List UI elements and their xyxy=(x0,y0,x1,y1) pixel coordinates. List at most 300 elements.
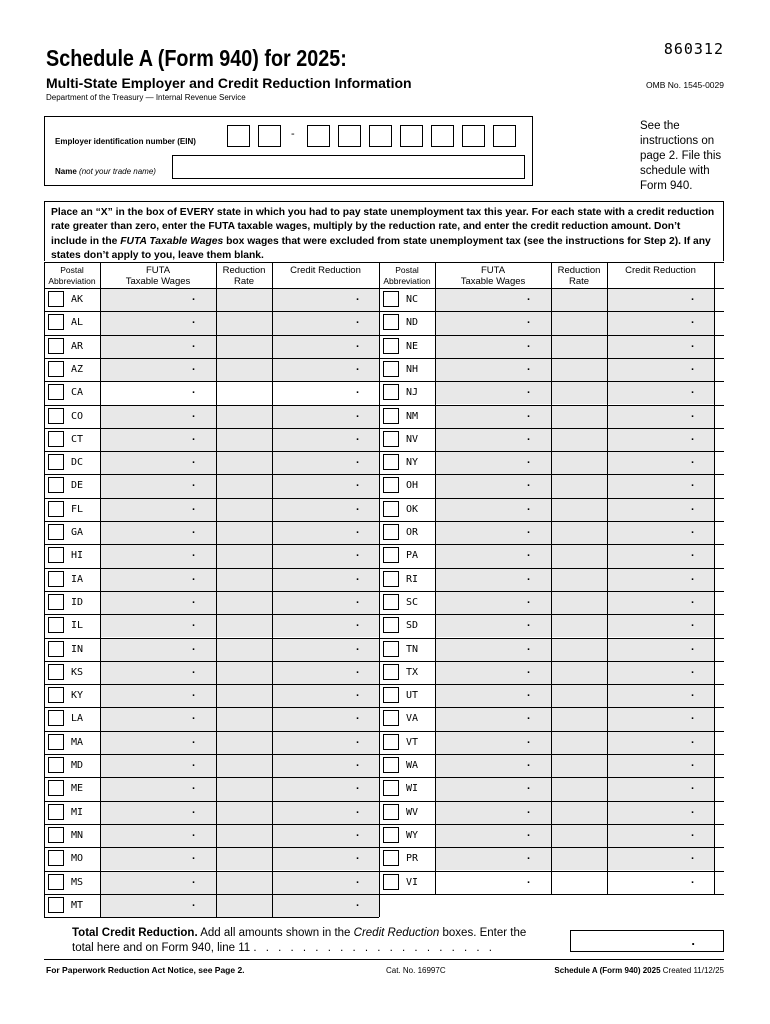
footer-form-id xyxy=(554,966,724,975)
state-abbrev-nv: NV xyxy=(406,433,419,445)
credit-reduction-decimal: . xyxy=(691,337,695,350)
futa-wages-field-sd[interactable] xyxy=(435,614,551,637)
credit-reduction-field-nm[interactable] xyxy=(607,405,714,428)
futa-wages-decimal: . xyxy=(192,454,196,467)
credit-reduction-field-sd[interactable] xyxy=(607,614,714,637)
reduction-rate-field-sc[interactable] xyxy=(551,591,607,614)
credit-reduction-field-ak[interactable] xyxy=(272,288,379,311)
credit-reduction-field-la[interactable] xyxy=(272,707,379,730)
credit-reduction-decimal: . xyxy=(356,500,360,513)
credit-reduction-field-md[interactable] xyxy=(272,754,379,777)
form-code: 860312 xyxy=(663,40,724,58)
futa-wages-field-md[interactable] xyxy=(100,754,216,777)
state-checkbox-va[interactable] xyxy=(383,710,399,726)
credit-reduction-decimal: . xyxy=(691,314,695,327)
credit-reduction-field-nd[interactable] xyxy=(607,311,714,334)
futa-wages-field-id[interactable] xyxy=(100,591,216,614)
futa-wages-field-ky[interactable] xyxy=(100,684,216,707)
credit-reduction-decimal: . xyxy=(356,547,360,560)
state-checkbox-mn[interactable] xyxy=(48,827,64,843)
reduction-rate-field-ct[interactable] xyxy=(216,428,272,451)
ein-digit-box[interactable] xyxy=(369,125,392,147)
futa-wages-field-nd[interactable] xyxy=(435,311,551,334)
state-checkbox-il[interactable] xyxy=(48,617,64,633)
ein-dash: - xyxy=(291,128,295,140)
credit-reduction-field-ms[interactable] xyxy=(272,871,379,894)
futa-wages-field-wi[interactable] xyxy=(435,777,551,800)
hdr-text: FUTA xyxy=(480,265,506,276)
state-checkbox-ma[interactable] xyxy=(48,734,64,750)
reduction-rate-field-nm[interactable] xyxy=(551,405,607,428)
reduction-rate-field-la[interactable] xyxy=(216,707,272,730)
state-abbrev-md: MD xyxy=(71,760,84,771)
state-abbrev-pa: PA xyxy=(406,550,419,562)
name-field[interactable] xyxy=(172,155,525,179)
reduction-rate-field-co[interactable] xyxy=(216,405,272,428)
credit-reduction-field-ct[interactable] xyxy=(272,428,379,451)
state-checkbox-nh[interactable] xyxy=(383,361,399,377)
futa-wages-decimal: . xyxy=(527,360,531,373)
state-checkbox-nj[interactable] xyxy=(383,384,399,400)
credit-reduction-field-dc[interactable] xyxy=(272,451,379,474)
reduction-rate-field-nd[interactable] xyxy=(551,311,607,334)
futa-wages-decimal: . xyxy=(192,896,196,909)
state-checkbox-ky[interactable] xyxy=(48,687,64,703)
credit-reduction-decimal: . xyxy=(691,291,695,303)
futa-wages-field-al[interactable] xyxy=(100,311,216,334)
credit-reduction-decimal: . xyxy=(691,570,695,583)
reduction-rate-field-nc[interactable] xyxy=(551,288,607,311)
credit-reduction-decimal: . xyxy=(691,803,695,816)
hdr-text: Taxable Wages xyxy=(125,276,191,287)
state-checkbox-ne[interactable] xyxy=(383,338,399,354)
ein-digit-box[interactable] xyxy=(431,125,454,147)
hdr-text: Postal xyxy=(395,265,419,275)
state-checkbox-al[interactable] xyxy=(48,314,64,330)
state-checkbox-mt[interactable] xyxy=(48,897,64,913)
futa-wages-field-nh[interactable] xyxy=(435,358,551,381)
footer-paperwork-notice: For Paperwork Reduction Act Notice, see Page 2. xyxy=(46,965,245,975)
state-abbrev-ut: UT xyxy=(406,690,419,702)
futa-wages-decimal: . xyxy=(192,477,196,490)
state-checkbox-la[interactable] xyxy=(48,710,64,726)
futa-wages-field-ne[interactable] xyxy=(435,335,551,358)
state-abbrev-az: AZ xyxy=(71,363,84,375)
header-futa-taxable-wages xyxy=(435,265,551,287)
state-abbrev-nc: NC xyxy=(406,294,419,305)
reduction-rate-field-il[interactable] xyxy=(216,614,272,637)
see-instructions-note: See the instructions on page 2. File this schedule with Form 940. xyxy=(640,120,722,192)
state-abbrev-ri: RI xyxy=(406,573,419,585)
credit-reduction-decimal: . xyxy=(691,850,695,863)
futa-wages-field-ak[interactable] xyxy=(100,288,216,311)
reduction-rate-field-mn[interactable] xyxy=(216,824,272,847)
futa-wages-decimal: . xyxy=(192,291,196,303)
state-checkbox-ak[interactable] xyxy=(48,291,64,307)
futa-wages-decimal: . xyxy=(192,547,196,560)
state-checkbox-wa[interactable] xyxy=(383,757,399,773)
state-checkbox-ga[interactable] xyxy=(48,524,64,540)
futa-wages-field-vi[interactable] xyxy=(435,871,551,894)
state-checkbox-ny[interactable] xyxy=(383,454,399,470)
futa-wages-field-de[interactable] xyxy=(100,474,216,497)
credit-reduction-field-nh[interactable] xyxy=(607,358,714,381)
state-checkbox-nv[interactable] xyxy=(383,431,399,447)
reduction-rate-field-pr[interactable] xyxy=(551,847,607,870)
credit-reduction-field-id[interactable] xyxy=(272,591,379,614)
credit-reduction-field-in[interactable] xyxy=(272,638,379,661)
credit-reduction-field-va[interactable] xyxy=(607,707,714,730)
state-checkbox-vi[interactable] xyxy=(383,874,399,890)
futa-wages-field-ut[interactable] xyxy=(435,684,551,707)
futa-wages-field-fl[interactable] xyxy=(100,498,216,521)
credit-reduction-decimal: . xyxy=(691,454,695,467)
futa-wages-field-pa[interactable] xyxy=(435,544,551,567)
credit-reduction-field-il[interactable] xyxy=(272,614,379,637)
credit-reduction-decimal: . xyxy=(691,384,695,397)
credit-reduction-field-wa[interactable] xyxy=(607,754,714,777)
state-checkbox-tn[interactable] xyxy=(383,641,399,657)
futa-wages-field-az[interactable] xyxy=(100,358,216,381)
futa-wages-decimal: . xyxy=(527,757,531,769)
credit-reduction-field-tx[interactable] xyxy=(607,661,714,684)
credit-reduction-decimal: . xyxy=(691,407,695,420)
ein-digit-box[interactable] xyxy=(307,125,330,147)
reduction-rate-field-me[interactable] xyxy=(216,777,272,800)
state-checkbox-vt[interactable] xyxy=(383,734,399,750)
reduction-rate-field-ak[interactable] xyxy=(216,288,272,311)
futa-wages-field-vt[interactable] xyxy=(435,731,551,754)
futa-wages-field-ia[interactable] xyxy=(100,568,216,591)
hdr-text: Abbreviation xyxy=(383,276,431,286)
reduction-rate-field-nj[interactable] xyxy=(551,381,607,404)
reduction-rate-field-wa[interactable] xyxy=(551,754,607,777)
futa-wages-decimal: . xyxy=(192,826,196,839)
state-abbrev-ne: NE xyxy=(406,340,419,352)
credit-reduction-field-nj[interactable] xyxy=(607,381,714,404)
credit-reduction-field-vt[interactable] xyxy=(607,731,714,754)
state-checkbox-oh[interactable] xyxy=(383,477,399,493)
credit-reduction-field-ne[interactable] xyxy=(607,335,714,358)
credit-reduction-field-or[interactable] xyxy=(607,521,714,544)
reduction-rate-field-ma[interactable] xyxy=(216,731,272,754)
credit-reduction-field-pr[interactable] xyxy=(607,847,714,870)
state-checkbox-ms[interactable] xyxy=(48,874,64,890)
credit-reduction-decimal: . xyxy=(691,593,695,606)
page-title: Schedule A (Form 940) for 2025: xyxy=(46,45,347,71)
futa-wages-decimal: . xyxy=(527,477,531,490)
credit-reduction-field-ks[interactable] xyxy=(272,661,379,684)
futa-wages-field-ar[interactable] xyxy=(100,335,216,358)
total-credit-reduction-field[interactable] xyxy=(570,930,724,952)
credit-reduction-field-mo[interactable] xyxy=(272,847,379,870)
state-abbrev-in: IN xyxy=(71,643,84,655)
credit-reduction-field-ky[interactable] xyxy=(272,684,379,707)
credit-reduction-decimal: . xyxy=(356,314,360,327)
futa-wages-decimal: . xyxy=(527,640,531,653)
state-checkbox-ct[interactable] xyxy=(48,431,64,447)
reduction-rate-field-ga[interactable] xyxy=(216,521,272,544)
credit-reduction-field-ut[interactable] xyxy=(607,684,714,707)
header-futa-taxable-wages xyxy=(100,265,216,287)
credit-reduction-field-co[interactable] xyxy=(272,405,379,428)
futa-wages-field-ms[interactable] xyxy=(100,871,216,894)
state-checkbox-pa[interactable] xyxy=(383,547,399,563)
state-checkbox-tx[interactable] xyxy=(383,664,399,680)
credit-reduction-field-ca[interactable] xyxy=(272,381,379,404)
credit-reduction-decimal: . xyxy=(356,873,360,886)
futa-wages-field-ri[interactable] xyxy=(435,568,551,591)
credit-reduction-field-ny[interactable] xyxy=(607,451,714,474)
futa-wages-field-wv[interactable] xyxy=(435,801,551,824)
futa-wages-field-ga[interactable] xyxy=(100,521,216,544)
reduction-rate-field-va[interactable] xyxy=(551,707,607,730)
ein-digit-box[interactable] xyxy=(462,125,485,147)
reduction-rate-field-ca[interactable] xyxy=(216,381,272,404)
hdr-text: Postal xyxy=(60,265,84,275)
futa-wages-field-wa[interactable] xyxy=(435,754,551,777)
futa-wages-decimal: . xyxy=(192,407,196,420)
credit-reduction-decimal: . xyxy=(691,687,695,700)
credit-reduction-decimal: . xyxy=(356,360,360,373)
futa-wages-field-pr[interactable] xyxy=(435,847,551,870)
futa-wages-decimal: . xyxy=(192,430,196,443)
futa-wages-field-nv[interactable] xyxy=(435,428,551,451)
state-checkbox-md[interactable] xyxy=(48,757,64,773)
state-checkbox-az[interactable] xyxy=(48,361,64,377)
reduction-rate-field-wv[interactable] xyxy=(551,801,607,824)
futa-wages-field-ct[interactable] xyxy=(100,428,216,451)
state-checkbox-fl[interactable] xyxy=(48,501,64,517)
state-checkbox-nm[interactable] xyxy=(383,408,399,424)
state-checkbox-ut[interactable] xyxy=(383,687,399,703)
reduction-rate-field-nv[interactable] xyxy=(551,428,607,451)
futa-wages-decimal: . xyxy=(527,314,531,327)
credit-reduction-field-nv[interactable] xyxy=(607,428,714,451)
futa-wages-decimal: . xyxy=(527,500,531,513)
reduction-rate-field-nh[interactable] xyxy=(551,358,607,381)
reduction-rate-field-fl[interactable] xyxy=(216,498,272,521)
futa-wages-field-dc[interactable] xyxy=(100,451,216,474)
futa-wages-field-nc[interactable] xyxy=(435,288,551,311)
credit-reduction-field-ma[interactable] xyxy=(272,731,379,754)
credit-reduction-field-al[interactable] xyxy=(272,311,379,334)
futa-wages-field-co[interactable] xyxy=(100,405,216,428)
credit-reduction-field-me[interactable] xyxy=(272,777,379,800)
reduction-rate-field-md[interactable] xyxy=(216,754,272,777)
state-checkbox-nd[interactable] xyxy=(383,314,399,330)
futa-wages-field-ks[interactable] xyxy=(100,661,216,684)
state-checkbox-dc[interactable] xyxy=(48,454,64,470)
state-checkbox-ia[interactable] xyxy=(48,571,64,587)
reduction-rate-field-ar[interactable] xyxy=(216,335,272,358)
credit-reduction-field-ia[interactable] xyxy=(272,568,379,591)
state-abbrev-wa: WA xyxy=(406,760,419,771)
futa-wages-field-nm[interactable] xyxy=(435,405,551,428)
reduction-rate-field-mo[interactable] xyxy=(216,847,272,870)
ein-digit-box[interactable] xyxy=(258,125,281,147)
state-checkbox-mo[interactable] xyxy=(48,850,64,866)
reduction-rate-field-ky[interactable] xyxy=(216,684,272,707)
state-checkbox-wi[interactable] xyxy=(383,780,399,796)
reduction-rate-field-ny[interactable] xyxy=(551,451,607,474)
state-checkbox-hi[interactable] xyxy=(48,547,64,563)
footer-cat-number: Cat. No. 16997C xyxy=(386,966,446,975)
hdr-text: FUTA xyxy=(145,265,171,276)
futa-wages-field-or[interactable] xyxy=(435,521,551,544)
credit-reduction-field-fl[interactable] xyxy=(272,498,379,521)
reduction-rate-field-ms[interactable] xyxy=(216,871,272,894)
reduction-rate-field-ut[interactable] xyxy=(551,684,607,707)
ein-digit-box[interactable] xyxy=(338,125,361,147)
reduction-rate-field-tn[interactable] xyxy=(551,638,607,661)
futa-wages-decimal: . xyxy=(527,850,531,863)
state-checkbox-wy[interactable] xyxy=(383,827,399,843)
state-checkbox-in[interactable] xyxy=(48,641,64,657)
credit-reduction-field-mi[interactable] xyxy=(272,801,379,824)
credit-reduction-field-ok[interactable] xyxy=(607,498,714,521)
futa-wages-field-tn[interactable] xyxy=(435,638,551,661)
state-checkbox-ca[interactable] xyxy=(48,384,64,400)
reduction-rate-field-al[interactable] xyxy=(216,311,272,334)
credit-reduction-field-mt[interactable] xyxy=(272,894,379,917)
reduction-rate-field-in[interactable] xyxy=(216,638,272,661)
state-checkbox-or[interactable] xyxy=(383,524,399,540)
credit-reduction-field-nc[interactable] xyxy=(607,288,714,311)
reduction-rate-field-ne[interactable] xyxy=(551,335,607,358)
reduction-rate-field-de[interactable] xyxy=(216,474,272,497)
futa-wages-field-ma[interactable] xyxy=(100,731,216,754)
reduction-rate-field-id[interactable] xyxy=(216,591,272,614)
reduction-rate-field-tx[interactable] xyxy=(551,661,607,684)
credit-reduction-field-wv[interactable] xyxy=(607,801,714,824)
credit-reduction-decimal: . xyxy=(356,337,360,350)
state-checkbox-mi[interactable] xyxy=(48,804,64,820)
credit-reduction-field-mn[interactable] xyxy=(272,824,379,847)
futa-wages-field-ca[interactable] xyxy=(100,381,216,404)
credit-reduction-field-sc[interactable] xyxy=(607,591,714,614)
state-checkbox-ri[interactable] xyxy=(383,571,399,587)
futa-wages-field-il[interactable] xyxy=(100,614,216,637)
futa-wages-decimal: . xyxy=(192,314,196,327)
state-checkbox-pr[interactable] xyxy=(383,850,399,866)
state-checkbox-ok[interactable] xyxy=(383,501,399,517)
futa-wages-field-in[interactable] xyxy=(100,638,216,661)
reduction-rate-field-dc[interactable] xyxy=(216,451,272,474)
reduction-rate-field-wi[interactable] xyxy=(551,777,607,800)
credit-reduction-field-pa[interactable] xyxy=(607,544,714,567)
credit-reduction-decimal: . xyxy=(356,780,360,793)
credit-reduction-decimal: . xyxy=(691,477,695,490)
futa-wages-field-ny[interactable] xyxy=(435,451,551,474)
state-checkbox-sc[interactable] xyxy=(383,594,399,610)
credit-reduction-field-ga[interactable] xyxy=(272,521,379,544)
futa-wages-field-ok[interactable] xyxy=(435,498,551,521)
reduction-rate-field-vi[interactable] xyxy=(551,871,607,894)
futa-wages-decimal: . xyxy=(527,384,531,397)
ein-digit-box[interactable] xyxy=(493,125,516,147)
reduction-rate-field-az[interactable] xyxy=(216,358,272,381)
ein-digit-box[interactable] xyxy=(400,125,423,147)
futa-wages-field-mt[interactable] xyxy=(100,894,216,917)
omb-number: OMB No. 1545-0029 xyxy=(646,80,724,90)
credit-reduction-field-ar[interactable] xyxy=(272,335,379,358)
credit-reduction-decimal: . xyxy=(356,593,360,606)
credit-reduction-field-de[interactable] xyxy=(272,474,379,497)
state-checkbox-me[interactable] xyxy=(48,780,64,796)
futa-wages-field-oh[interactable] xyxy=(435,474,551,497)
futa-wages-field-sc[interactable] xyxy=(435,591,551,614)
credit-reduction-field-hi[interactable] xyxy=(272,544,379,567)
reduction-rate-field-ia[interactable] xyxy=(216,568,272,591)
futa-wages-field-la[interactable] xyxy=(100,707,216,730)
futa-wages-field-va[interactable] xyxy=(435,707,551,730)
credit-reduction-decimal: . xyxy=(691,733,695,746)
futa-wages-field-tx[interactable] xyxy=(435,661,551,684)
state-checkbox-wv[interactable] xyxy=(383,804,399,820)
futa-wages-field-hi[interactable] xyxy=(100,544,216,567)
futa-wages-field-mn[interactable] xyxy=(100,824,216,847)
header-reduction-rate xyxy=(216,265,272,287)
reduction-rate-field-sd[interactable] xyxy=(551,614,607,637)
employer-info-box xyxy=(44,116,533,186)
futa-wages-field-wy[interactable] xyxy=(435,824,551,847)
state-checkbox-nc[interactable] xyxy=(383,291,399,307)
reduction-rate-field-or[interactable] xyxy=(551,521,607,544)
credit-reduction-decimal: . xyxy=(356,617,360,630)
state-checkbox-id[interactable] xyxy=(48,594,64,610)
futa-wages-decimal: . xyxy=(527,826,531,839)
ein-label: Employer identification number (EIN) xyxy=(55,137,196,146)
ein-digit-box[interactable] xyxy=(227,125,250,147)
futa-wages-field-mi[interactable] xyxy=(100,801,216,824)
credit-reduction-field-tn[interactable] xyxy=(607,638,714,661)
futa-wages-field-nj[interactable] xyxy=(435,381,551,404)
state-checkbox-sd[interactable] xyxy=(383,617,399,633)
state-checkbox-co[interactable] xyxy=(48,408,64,424)
credit-reduction-field-oh[interactable] xyxy=(607,474,714,497)
reduction-rate-field-ks[interactable] xyxy=(216,661,272,684)
state-checkbox-de[interactable] xyxy=(48,477,64,493)
state-abbrev-ky: KY xyxy=(71,690,84,702)
reduction-rate-field-pa[interactable] xyxy=(551,544,607,567)
column-divider xyxy=(379,262,380,894)
credit-reduction-field-ri[interactable] xyxy=(607,568,714,591)
futa-wages-field-mo[interactable] xyxy=(100,847,216,870)
reduction-rate-field-oh[interactable] xyxy=(551,474,607,497)
reduction-rate-field-mi[interactable] xyxy=(216,801,272,824)
reduction-rate-field-ok[interactable] xyxy=(551,498,607,521)
credit-reduction-field-wy[interactable] xyxy=(607,824,714,847)
credit-reduction-decimal: . xyxy=(691,710,695,723)
state-abbrev-nj: NJ xyxy=(406,387,419,399)
reduction-rate-field-vt[interactable] xyxy=(551,731,607,754)
credit-reduction-field-vi[interactable] xyxy=(607,871,714,894)
reduction-rate-field-ri[interactable] xyxy=(551,568,607,591)
reduction-rate-field-mt[interactable] xyxy=(216,894,272,917)
state-checkbox-ks[interactable] xyxy=(48,664,64,680)
credit-reduction-field-wi[interactable] xyxy=(607,777,714,800)
credit-reduction-field-az[interactable] xyxy=(272,358,379,381)
state-abbrev-dc: DC xyxy=(71,457,84,469)
reduction-rate-field-wy[interactable] xyxy=(551,824,607,847)
state-abbrev-tx: TX xyxy=(406,666,419,678)
state-abbrev-mi: MI xyxy=(71,806,84,818)
reduction-rate-field-hi[interactable] xyxy=(216,544,272,567)
futa-wages-field-me[interactable] xyxy=(100,777,216,800)
name-label-italic: (not your trade name) xyxy=(79,167,156,176)
state-checkbox-ar[interactable] xyxy=(48,338,64,354)
